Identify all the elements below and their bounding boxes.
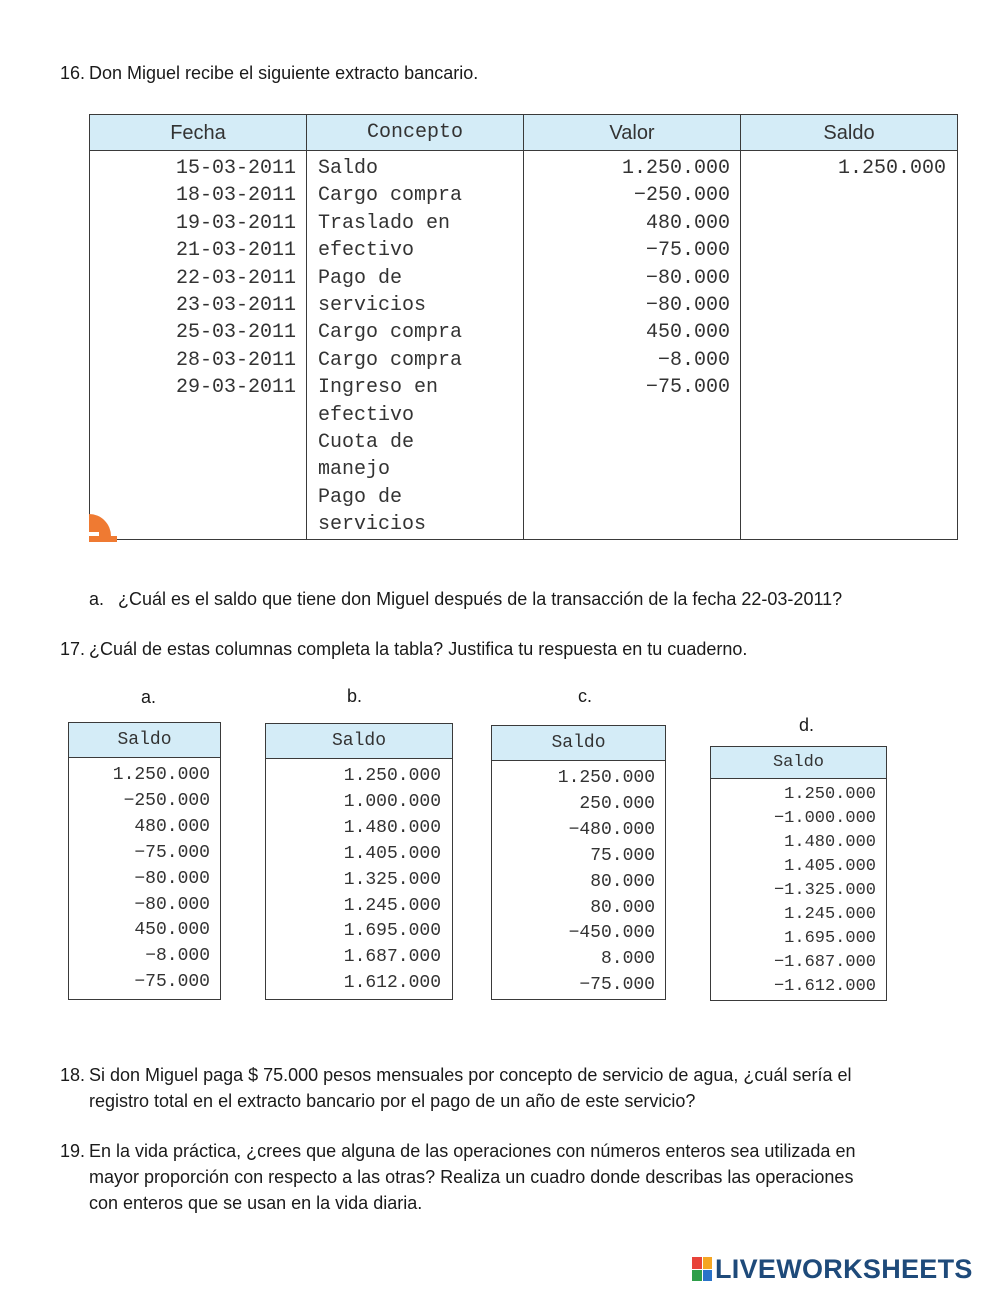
question-number: 19. [60, 1141, 86, 1161]
option-value: 75.000 [590, 845, 655, 866]
option-value: 1.000.000 [343, 791, 441, 812]
question-text [89, 1138, 855, 1216]
valor-cell: −250.000 [633, 184, 730, 208]
logo-square [703, 1270, 713, 1282]
option-c-label: c. [578, 686, 593, 706]
question-17 [60, 636, 960, 662]
valor-cell: −80.000 [645, 266, 730, 290]
option-value: 1.250.000 [557, 768, 655, 788]
option-value: 1.405.000 [343, 843, 441, 864]
logo-wordmark: LIVEWORKSHEETS [715, 1253, 973, 1284]
valor-cell: −80.000 [645, 294, 730, 318]
question-number: 16. [60, 63, 86, 83]
option-value: 80.000 [590, 897, 655, 918]
option-value: −1.000.000 [773, 809, 876, 828]
concepto-cell: Pago de [318, 266, 403, 290]
question-number: 18. [60, 1065, 86, 1085]
option-header: Saldo [711, 747, 886, 779]
question-line: Si don Miguel paga $ 75.000 pesos mensuales por concepto de servicio de agua, ¿cuál sería el [89, 1065, 852, 1085]
option-value: −75.000 [134, 972, 210, 993]
option-value: 1.245.000 [343, 895, 441, 916]
option-value: 1.612.000 [343, 973, 441, 994]
fecha-cell: 25-03-2011 [175, 321, 296, 345]
fecha-cell: 22-03-2011 [175, 266, 296, 290]
saldo-cell: 1.250.000 [837, 157, 946, 180]
question-16 [60, 60, 960, 86]
option-d-label: d. [799, 715, 815, 735]
option-value: 480.000 [134, 816, 210, 837]
question-19 [60, 1138, 960, 1216]
option-value: 1.687.000 [343, 947, 441, 968]
option-value: 1.480.000 [343, 817, 441, 838]
option-value: 80.000 [590, 871, 655, 892]
option-value: −250.000 [123, 790, 210, 811]
concepto-cell: Cuota de [318, 431, 415, 455]
option-value: −75.000 [134, 842, 210, 863]
option-value: 8.000 [600, 949, 655, 970]
option-value: −1.325.000 [773, 881, 876, 900]
question-number: 17. [60, 639, 86, 659]
option-value: 1.695.000 [343, 921, 441, 942]
option-value: 1.325.000 [343, 869, 441, 890]
option-value: 1.250.000 [343, 766, 441, 786]
fecha-cell: 15-03-2011 [175, 157, 296, 180]
concepto-cell: Pago de [318, 485, 403, 509]
valor-cell: −75.000 [645, 376, 730, 400]
concepto-cell: efectivo [318, 239, 415, 263]
option-value: 250.000 [579, 793, 655, 814]
logo-square [692, 1257, 702, 1269]
concepto-cell: servicios [318, 513, 427, 537]
option-value: 1.405.000 [784, 857, 876, 876]
option-value: −1.687.000 [773, 953, 876, 972]
option-values [266, 759, 452, 997]
concepto-cell: Saldo [318, 157, 379, 180]
concepto-cell: Traslado en [318, 211, 451, 235]
option-value: 1.250.000 [784, 785, 876, 804]
fecha-cell: 23-03-2011 [175, 294, 296, 318]
question-text: Don Miguel recibe el siguiente extracto bancario. [89, 63, 479, 83]
option-value: 1.250.000 [112, 765, 210, 785]
column-valor [524, 151, 741, 539]
concepto-cell: Cargo compra [318, 348, 463, 372]
option-value: 1.245.000 [784, 905, 876, 924]
valor-cell: 1.250.000 [621, 157, 730, 180]
header-fecha: Fecha [90, 115, 307, 151]
option-value: −480.000 [568, 819, 655, 840]
option-a-table [68, 722, 221, 1000]
option-b-label: b. [347, 686, 363, 706]
question-line: mayor proporción con respecto a las otras? Realiza un cuadro donde describas las operaciones [89, 1167, 854, 1187]
column-saldo [741, 151, 957, 539]
column-concepto [307, 151, 524, 539]
fecha-cell: 29-03-2011 [175, 376, 296, 400]
option-header: Saldo [69, 723, 220, 758]
header-valor: Valor [524, 115, 741, 151]
option-a-label: a. [141, 687, 157, 707]
option-b-table [265, 723, 453, 1000]
option-header: Saldo [266, 724, 452, 759]
option-value: −80.000 [134, 868, 210, 889]
question-letter: a. [89, 589, 105, 609]
fecha-cell: 18-03-2011 [175, 184, 296, 208]
option-values [492, 761, 665, 999]
logo-square [703, 1257, 713, 1269]
fecha-cell: 21-03-2011 [175, 239, 296, 263]
option-value: 1.695.000 [784, 929, 876, 948]
option-value: −75.000 [579, 975, 655, 996]
question-18 [60, 1062, 960, 1114]
column-fecha [90, 151, 307, 539]
option-value: −8.000 [145, 946, 210, 967]
logo-grid-icon [692, 1257, 712, 1281]
liveworksheets-logo [692, 1254, 973, 1284]
concepto-cell: Cargo compra [318, 321, 463, 345]
concepto-cell: manejo [318, 458, 391, 482]
concepto-cell: Ingreso en [318, 376, 439, 400]
valor-cell: 480.000 [645, 211, 730, 235]
option-value: 450.000 [134, 920, 210, 941]
concepto-cell: Cargo compra [318, 184, 463, 208]
option-value: −450.000 [568, 923, 655, 944]
logo-square [692, 1270, 702, 1282]
header-saldo: Saldo [741, 115, 957, 151]
bank-statement-table [89, 114, 958, 540]
question-text: ¿Cuál de estas columnas completa la tabla? Justifica tu respuesta en tu cuaderno. [89, 639, 748, 659]
corner-marker-icon [89, 514, 117, 542]
valor-cell: −75.000 [645, 239, 730, 263]
option-values [711, 779, 886, 999]
option-value: 1.480.000 [784, 833, 876, 852]
fecha-cell: 19-03-2011 [175, 211, 296, 235]
question-line: registro total en el extracto bancario por el pago de un año de este servicio? [89, 1091, 696, 1111]
fecha-cell: 28-03-2011 [175, 348, 296, 372]
valor-cell: 450.000 [645, 321, 730, 345]
header-concepto: Concepto [307, 115, 524, 151]
option-values [69, 758, 220, 996]
option-d-table [710, 746, 887, 1001]
question-text: ¿Cuál es el saldo que tiene don Miguel después de la transacción de la fecha 22-03-2011? [118, 589, 843, 609]
question-16a [89, 586, 969, 612]
valor-cell: −8.000 [657, 348, 730, 372]
question-line: En la vida práctica, ¿crees que alguna de las operaciones con números enteros sea utilizada en [89, 1141, 856, 1161]
option-value: −80.000 [134, 894, 210, 915]
question-line: con enteros que se usan en la vida diaria. [89, 1193, 423, 1213]
option-header: Saldo [492, 726, 665, 761]
question-text [89, 1062, 851, 1114]
option-value: −1.612.000 [773, 977, 876, 996]
concepto-cell: efectivo [318, 403, 415, 427]
option-c-table [491, 725, 666, 1000]
concepto-cell: servicios [318, 294, 427, 318]
